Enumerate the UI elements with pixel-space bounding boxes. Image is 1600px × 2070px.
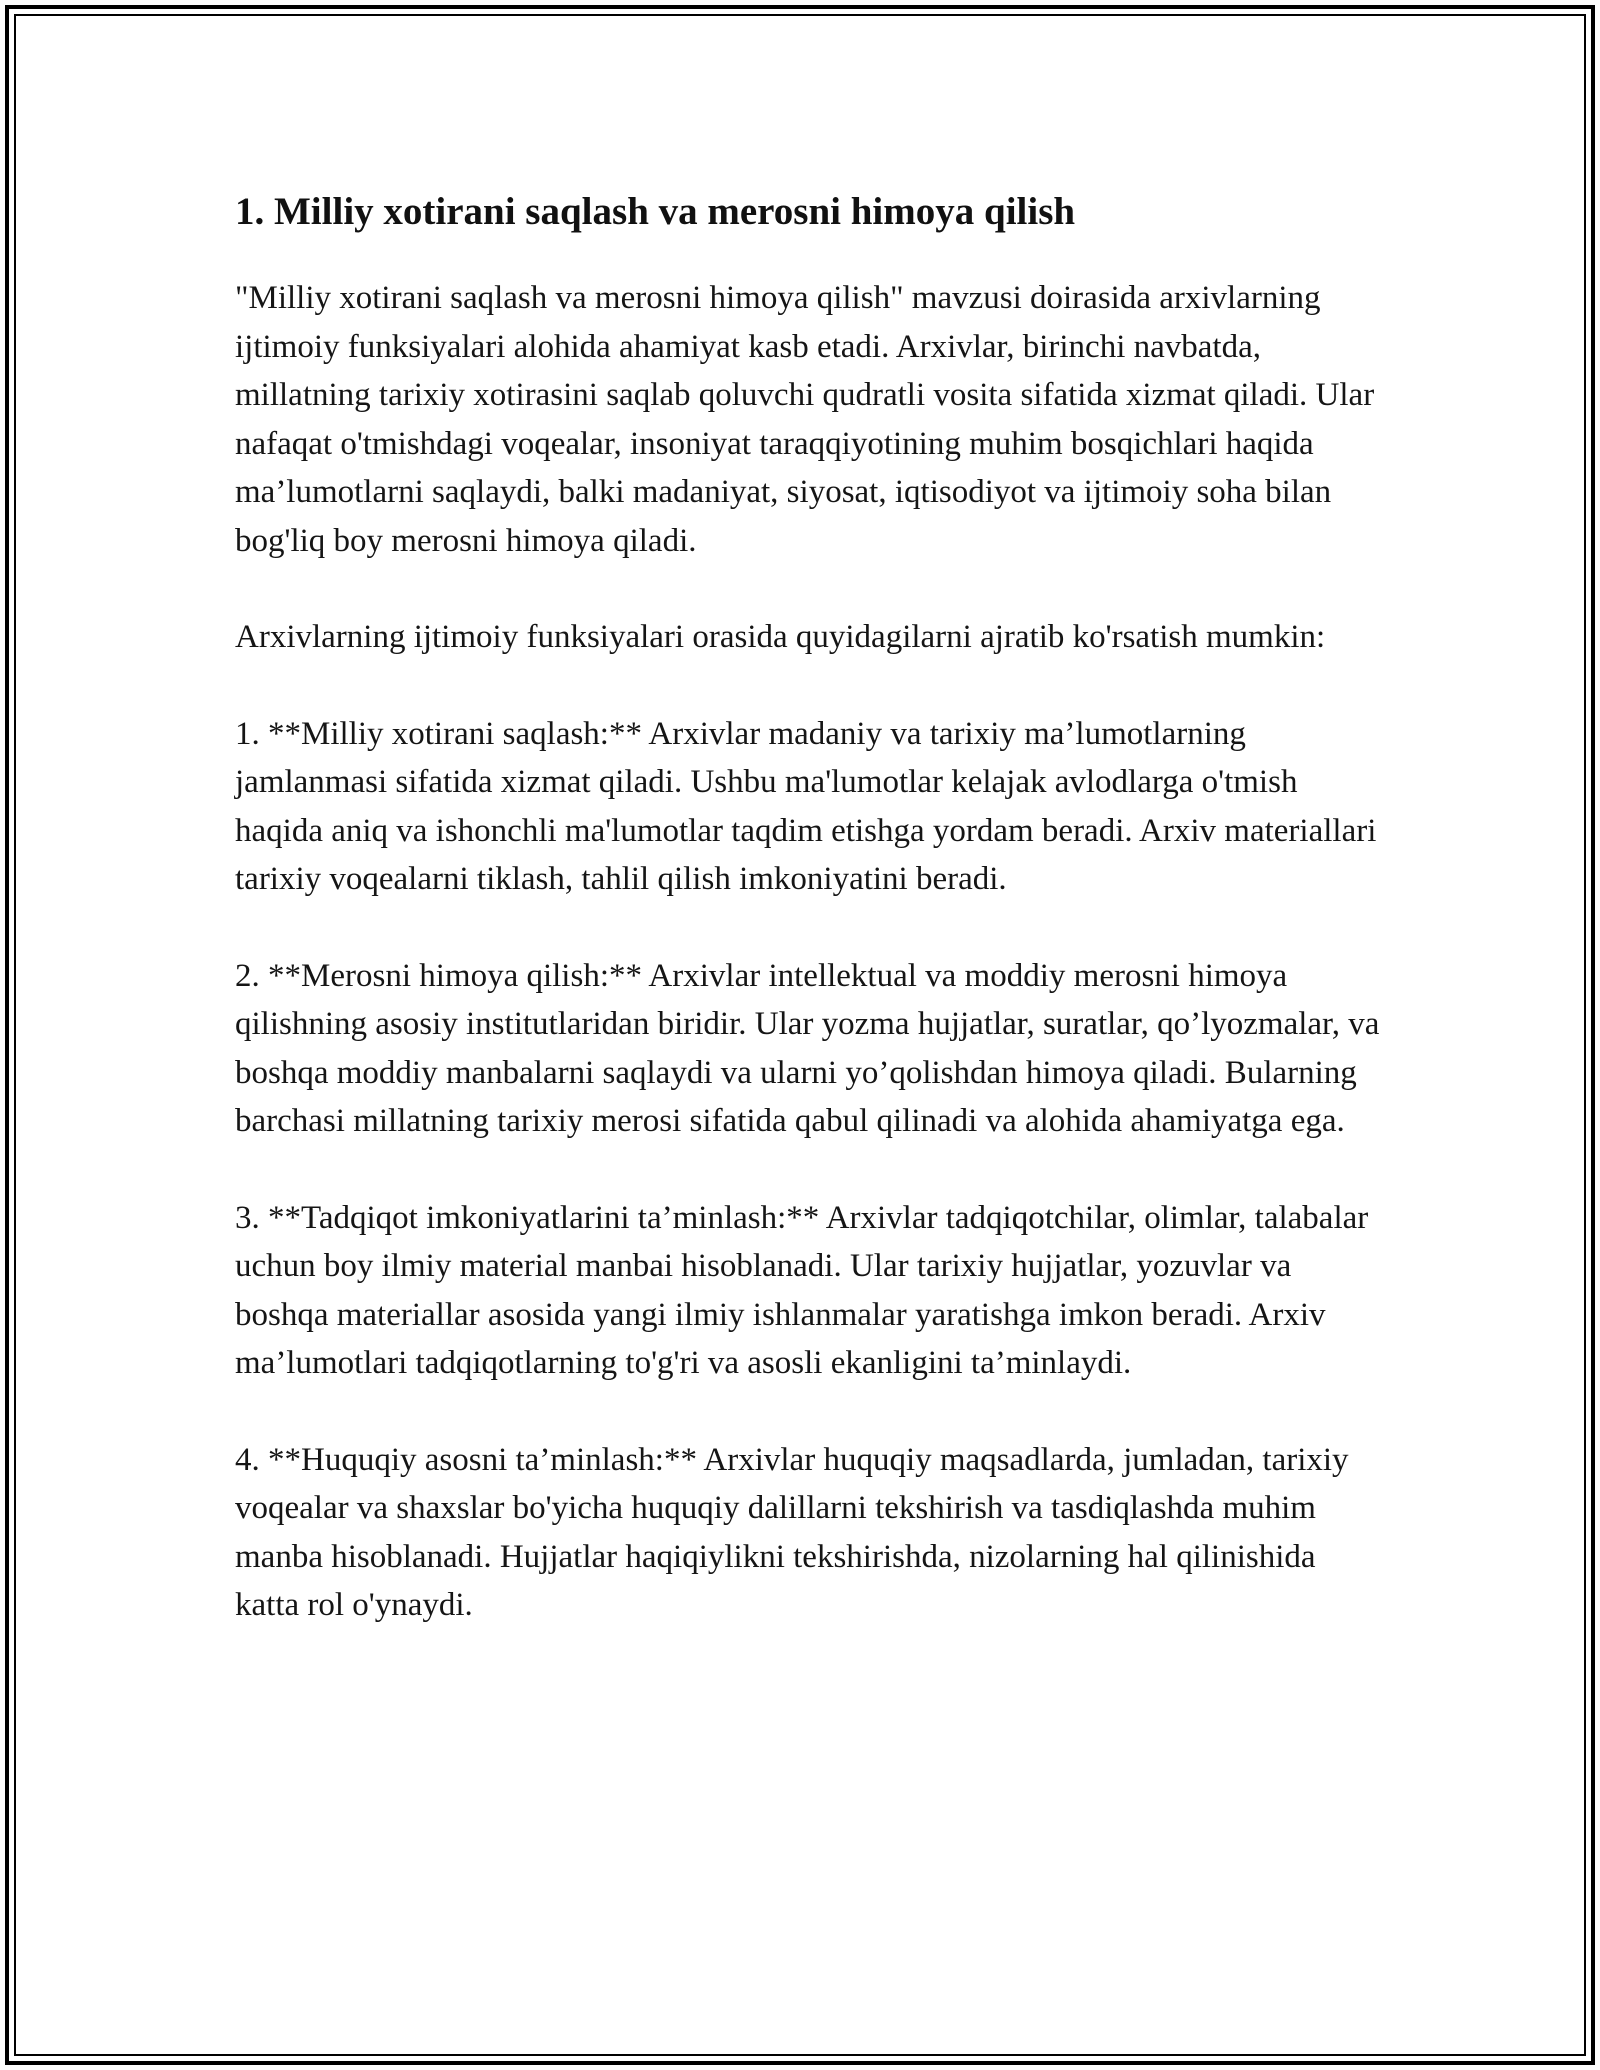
document-title: 1. Milliy xotirani saqlash va merosni himoya qilish — [235, 190, 1076, 233]
list-intro-paragraph: Arxivlarning ijtimoiy funksiyalari orasida quyidagilarni ajratib ko'rsatish mumkin: — [235, 619, 1326, 655]
list-item-paragraph: 4. **Huquqiy asosni ta’minlash:** Arxivlar huquqiy maqsadlarda, jumladan, tarixiy voqealar va shaxslar bo'yicha huquqiy dalillarni tekshirish va tasdiqlashda muhim manba hisoblanadi. Hujjatlar haqiqiylikni tekshirishda, nizolarning hal qilinishida katta rol o'ynaydi. — [235, 1441, 1349, 1623]
intro-paragraph: "Milliy xotirani saqlash va merosni himoya qilish" mavzusi doirasida arxivlarning ijtimoiy funksiyalari alohida ahamiyat kasb etadi. Arxivlar, birinchi navbatda, millatning tarixiy xotirasini saqlab qoluvchi qudratli vosita sifatida xizmat qiladi. Ular nafaqat o'tmishdagi voqealar, insoniyat taraqqiyotining muhim bosqichlari haqida ma’lumotlarni saqlaydi, balki madaniyat, siyosat, iqtisodiyot va ijtimoiy soha bilan bog'liq boy merosni himoya qiladi. — [235, 280, 1375, 559]
list-item-paragraph: 3. **Tadqiqot imkoniyatlarini ta’minlash:** Arxivlar tadqiqotchilar, olimlar, talabalar uchun boy ilmiy material manbai hisoblanadi. Ular tarixiy hujjatlar, yozuvlar va boshqa materiallar asosida yangi ilmiy ishlanmalar yaratishga imkon beradi. Arxiv ma’lumotlari tadqiqotlarning to'g'ri va asosli ekanligini ta’minlaydi. — [235, 1199, 1369, 1381]
document-body — [235, 184, 1385, 1678]
list-item-paragraph: 1. **Milliy xotirani saqlash:** Arxivlar madaniy va tarixiy ma’lumotlarning jamlanmasi sifatida xizmat qiladi. Ushbu ma'lumotlar kelajak avlodlarga o'tmish haqida aniq va ishonchli ma'lumotlar taqdim etishga yordam beradi. Arxiv materiallari tarixiy voqealarni tiklash, tahlil qilish imkoniyatini beradi. — [235, 715, 1377, 897]
list-item-paragraph: 2. **Merosni himoya qilish:** Arxivlar intellektual va moddiy merosni himoya qilishning asosiy institutlaridan biridir. Ular yozma hujjatlar, suratlar, qo’lyozmalar, va boshqa moddiy manbalarni saqlaydi va ularni yo’qolishdan himoya qiladi. Bularning barchasi millatning tarixiy merosi sifatida qabul qilinadi va alohida ahamiyatga ega. — [235, 957, 1380, 1139]
